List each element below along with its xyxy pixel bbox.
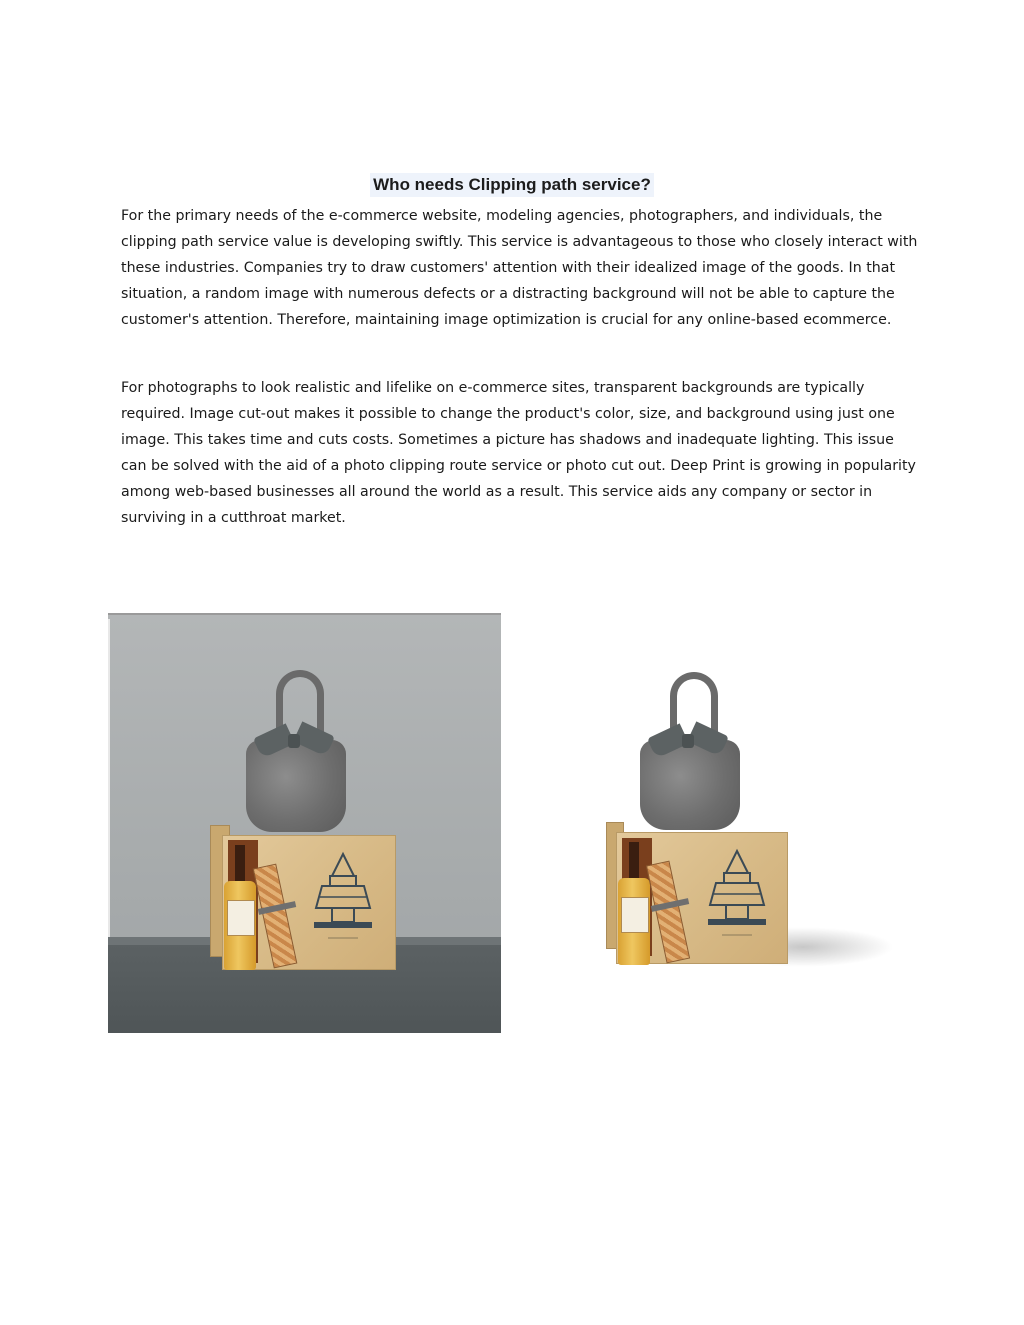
bottle-neck <box>629 842 639 880</box>
paragraph-1: For the primary needs of the e-commerce website, modeling agencies, photographers, and individuals, the clipping path service value is developing swiftly. This service is advantageous to those who closely interact with these industries. Companies try to draw customers' attention with their idealized image of the goods. In that situation, a random image with numerous defects or a distracting background will not be able to capture the customer's attention. Therefore, maintaining image optimization is crucial for any online-based ecommerce. <box>121 208 918 328</box>
crate-emblem-icon <box>702 847 772 942</box>
product-group <box>208 670 408 970</box>
bow-knot <box>682 734 694 748</box>
bottle-neck <box>235 845 245 883</box>
bottle-label <box>621 897 649 933</box>
bottle-label <box>227 900 255 936</box>
page-title-text: Who needs Clipping path service? <box>370 173 654 197</box>
crate-emblem-icon <box>308 850 378 945</box>
paragraph-2: For photographs to look realistic and lifelike on e-commerce sites, transparent backgrounds are typically required. Image cut-out makes it possible to change the product's color, size, and background using just one image. This takes time and cuts costs. Sometimes a picture has shadows and inadequate lighting. This issue can be solved with the aid of a photo clipping route service or photo cut out. Deep Print is growing in popularity among web-based businesses all around the world as a result. This service aids any company or sector in surviving in a cutthroat market. <box>121 380 916 526</box>
product-photo-after <box>590 660 900 980</box>
page-title <box>0 161 1024 198</box>
wine-bottle <box>614 842 654 965</box>
product-group-cutout <box>604 672 894 972</box>
wine-bottle <box>220 845 260 970</box>
bow-knot <box>288 734 300 748</box>
product-photo-before <box>108 613 501 1033</box>
